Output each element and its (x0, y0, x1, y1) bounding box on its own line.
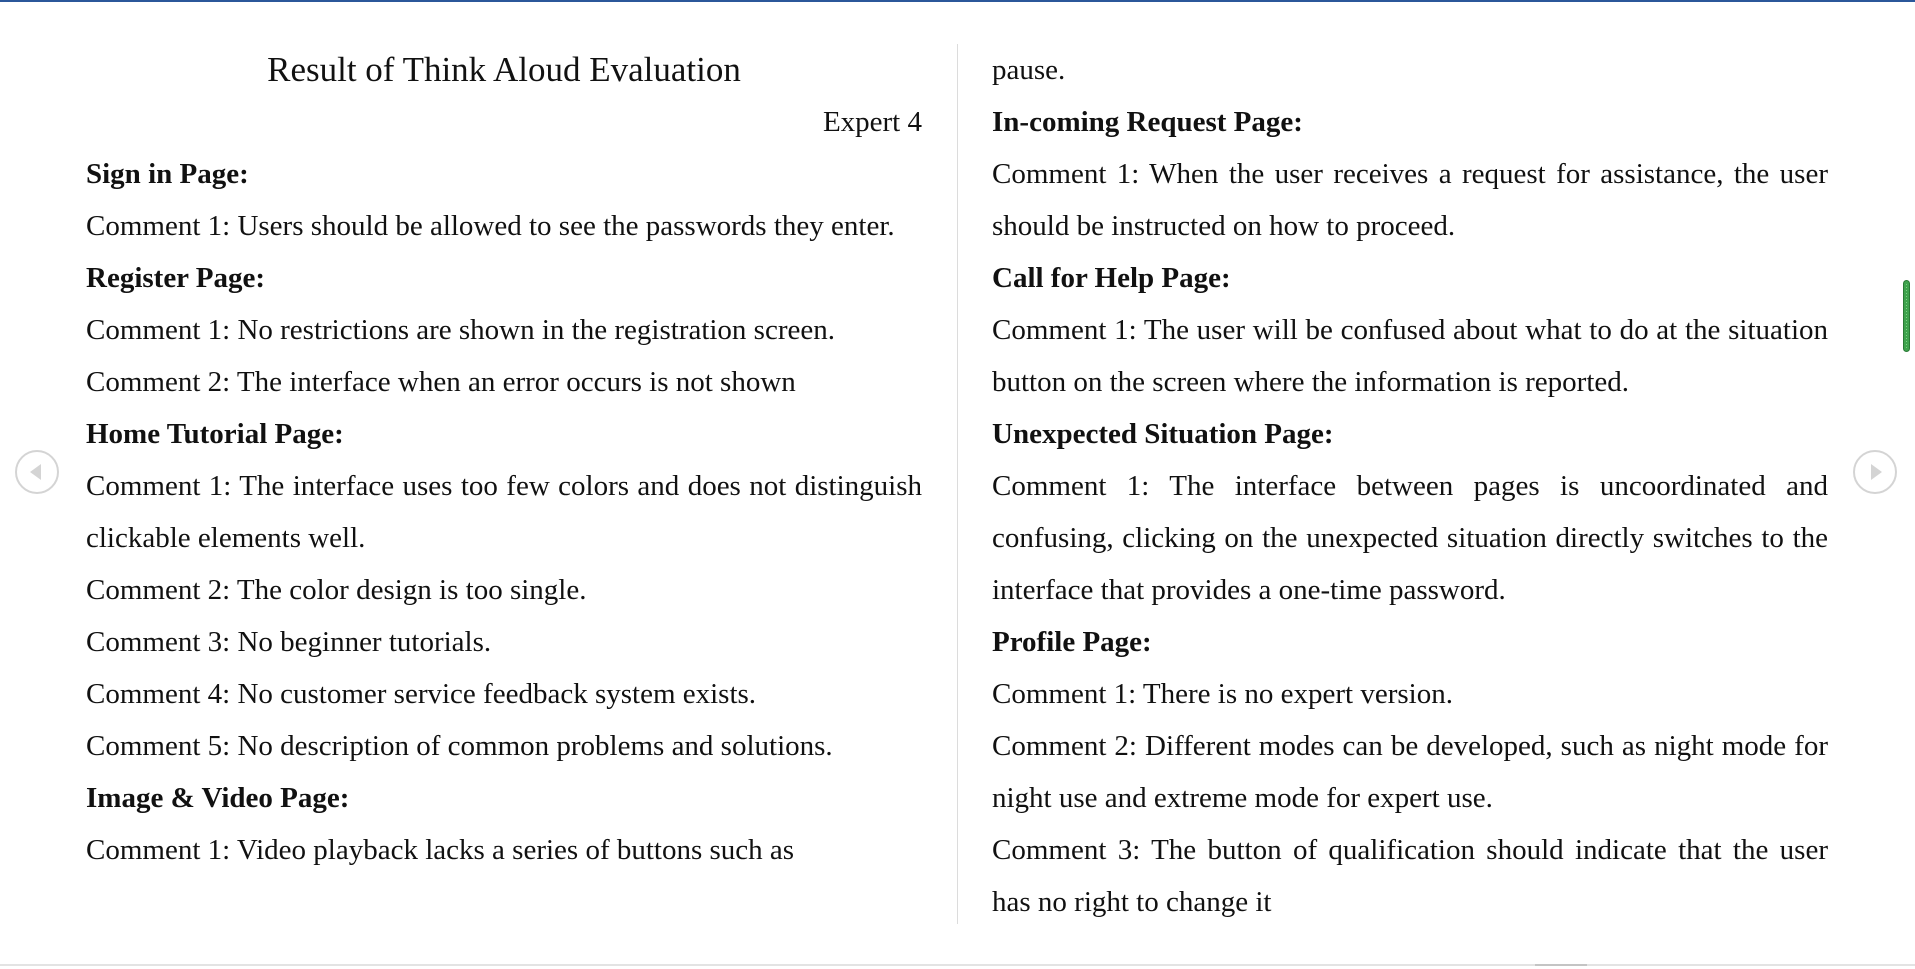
comment-paragraph: Comment 5: No description of common problems and solutions. (86, 730, 833, 762)
comment-paragraph: Comment 1: Video playback lacks a series of buttons such as (86, 834, 795, 866)
expert-label: Expert 4 (822, 106, 922, 138)
previous-page-button[interactable] (15, 450, 59, 494)
section-heading: Unexpected Situation Page: (992, 418, 1334, 450)
window-top-accent-bar (0, 0, 1915, 2)
document-page (86, 44, 1828, 924)
scrollbar-thumb[interactable] (1903, 280, 1910, 352)
comment-paragraph: Comment 2: Different modes can be developed, such as night mode for night use and extreme mode for expert use. (992, 730, 1828, 814)
section-heading: Register Page: (86, 262, 266, 294)
comment-paragraph: Comment 4: No customer service feedback system exists. (86, 678, 757, 710)
comment-paragraph: Comment 1: The interface uses too few colors and does not distinguish clickable elements well. (86, 470, 922, 554)
comment-paragraph: Comment 3: The button of qualification should indicate that the user has no right to change it (992, 834, 1828, 918)
section-heading: Profile Page: (992, 626, 1152, 658)
right-column (992, 44, 1828, 928)
horizontal-scroll-indicator (1535, 964, 1587, 966)
section-heading: Home Tutorial Page: (86, 418, 344, 450)
next-page-button[interactable] (1853, 450, 1897, 494)
left-column-content (86, 148, 922, 876)
right-column-content (992, 44, 1828, 928)
comment-paragraph: Comment 1: The interface between pages is uncoordinated and confusing, clicking on the unexpected situation directly switches to the interface that provides a one-time password. (992, 470, 1828, 606)
section-heading: Sign in Page: (86, 158, 249, 190)
comment-paragraph: Comment 1: There is no expert version. (992, 678, 1453, 710)
comment-paragraph: Comment 1: The user will be confused about what to do at the situation button on the screen where the information is reported. (992, 314, 1828, 398)
comment-paragraph: Comment 1: When the user receives a request for assistance, the user should be instructed on how to proceed. (992, 158, 1828, 242)
page-bottom-line (0, 964, 1915, 966)
left-column (86, 44, 922, 876)
comment-paragraph: Comment 1: Users should be allowed to see the passwords they enter. (86, 210, 895, 242)
comment-paragraph: Comment 2: The color design is too single. (86, 574, 587, 606)
comment-paragraph: pause. (992, 54, 1066, 86)
column-divider (957, 44, 958, 924)
comment-paragraph: Comment 2: The interface when an error occurs is not shown (86, 366, 796, 398)
section-heading: In-coming Request Page: (992, 106, 1303, 138)
comment-paragraph: Comment 3: No beginner tutorials. (86, 626, 492, 658)
section-heading: Call for Help Page: (992, 262, 1231, 294)
comment-paragraph: Comment 1: No restrictions are shown in the registration screen. (86, 314, 835, 346)
document-title: Result of Think Aloud Evaluation (267, 50, 741, 89)
section-heading: Image & Video Page: (86, 782, 350, 814)
